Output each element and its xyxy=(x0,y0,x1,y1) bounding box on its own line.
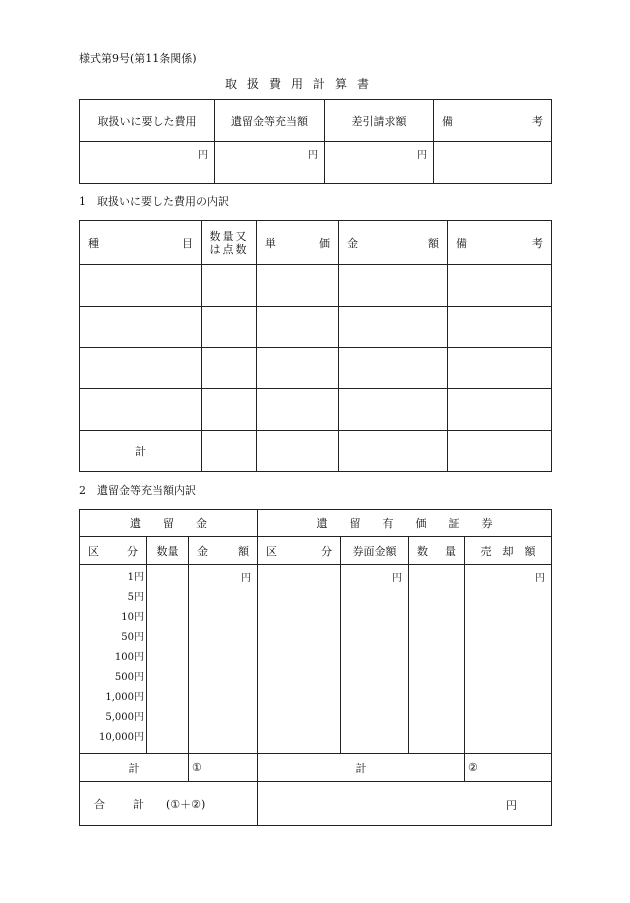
qty2-b: 量 xyxy=(445,544,456,558)
grand-total-b: 計 xyxy=(133,797,144,811)
denom-item: 500円 xyxy=(114,672,144,683)
cell-sec-face[interactable] xyxy=(341,565,409,754)
cell-deposit-applied[interactable] xyxy=(215,142,325,184)
denom-item: 100円 xyxy=(114,652,144,663)
kubun-a: 区 xyxy=(88,544,99,558)
securities-header: 遺 留 有 価 証 券 xyxy=(258,510,552,537)
cell-balance-claim[interactable] xyxy=(325,142,434,184)
table-row xyxy=(80,307,552,348)
cell-cash-qty[interactable] xyxy=(147,565,189,754)
denomination-list xyxy=(80,565,146,748)
qty2-a: 数 xyxy=(417,544,428,558)
yen-unit: 円 xyxy=(506,799,517,812)
cash-total-label: 計 xyxy=(80,754,189,782)
securities-total-label: 計 xyxy=(258,754,465,782)
col-qty-line2: は点数 xyxy=(209,242,249,256)
cash-total-cell[interactable] xyxy=(189,754,258,782)
cash-header: 遺 留 金 xyxy=(80,510,258,537)
cell-remarks[interactable] xyxy=(434,142,552,184)
circle-2: ② xyxy=(468,761,478,774)
denom-item: 10円 xyxy=(121,612,144,623)
col-note-b: 考 xyxy=(532,236,543,250)
face-value-header: 券面金額 xyxy=(341,537,409,565)
table-row xyxy=(80,265,552,307)
yen-unit: 円 xyxy=(392,573,402,584)
table-row xyxy=(80,389,552,431)
col-kind-b: 目 xyxy=(182,236,193,250)
sale-amount-header: 売 却 額 xyxy=(465,537,552,565)
header-handling-cost: 取扱いに要した費用 xyxy=(80,100,215,142)
col-unit-b: 価 xyxy=(319,236,330,250)
kubun2-a: 区 xyxy=(266,544,277,558)
summary-table xyxy=(79,99,552,184)
page-title: 取扱費用計算書 xyxy=(225,77,380,91)
section1-heading: 1 取扱いに要した費用の内訳 xyxy=(79,195,229,208)
header-remarks-b: 考 xyxy=(532,114,543,128)
denom-item: 1円 xyxy=(127,572,144,583)
col-qty-line1: 数量又 xyxy=(209,229,249,243)
cell-sec-sale[interactable] xyxy=(465,565,552,754)
col-amount-a: 金 xyxy=(347,236,358,250)
denom-item: 50円 xyxy=(121,632,144,643)
header-remarks-a: 備 xyxy=(442,114,453,128)
grand-total-cell[interactable] xyxy=(258,782,552,826)
yen-unit: 円 xyxy=(308,150,318,161)
col-amount-b: 額 xyxy=(428,236,439,250)
col-kind-a: 種 xyxy=(88,236,99,250)
col-note-a: 備 xyxy=(456,236,467,250)
table-row xyxy=(80,348,552,389)
denom-item: 5,000円 xyxy=(105,712,144,723)
yen-unit: 円 xyxy=(417,150,427,161)
grand-total-formula: (①＋②) xyxy=(166,797,206,811)
cell-handling-cost[interactable] xyxy=(80,142,215,184)
header-deposit-applied: 遺留金等充当額 xyxy=(215,100,325,142)
yen-unit: 円 xyxy=(535,573,545,584)
amount-b: 額 xyxy=(238,544,249,558)
denom-item: 10,000円 xyxy=(99,732,144,743)
circle-1: ① xyxy=(192,761,202,774)
yen-unit: 円 xyxy=(241,573,251,584)
header-balance-claim: 差引請求額 xyxy=(325,100,434,142)
form-number: 様式第9号(第11条関係) xyxy=(79,52,197,65)
section2-heading: 2 遺留金等充当額内訳 xyxy=(79,484,196,497)
cell-cash-amount[interactable] xyxy=(189,565,258,754)
total-row xyxy=(80,431,552,472)
kubun-b: 分 xyxy=(127,544,138,558)
col-unit-a: 単 xyxy=(265,236,276,250)
denom-item: 5円 xyxy=(127,592,144,603)
kubun2-b: 分 xyxy=(321,544,332,558)
total-label: 計 xyxy=(80,431,202,472)
cell-sec-kubun[interactable] xyxy=(258,565,341,754)
qty-header: 数量 xyxy=(147,537,189,565)
securities-total-cell[interactable] xyxy=(465,754,552,782)
grand-total-a: 合 xyxy=(94,797,105,811)
amount-a: 金 xyxy=(197,544,208,558)
cell-sec-qty[interactable] xyxy=(409,565,465,754)
yen-unit: 円 xyxy=(198,150,208,161)
cost-breakdown-table xyxy=(79,220,552,472)
deposit-breakdown-table xyxy=(79,509,552,826)
denom-item: 1,000円 xyxy=(105,692,144,703)
